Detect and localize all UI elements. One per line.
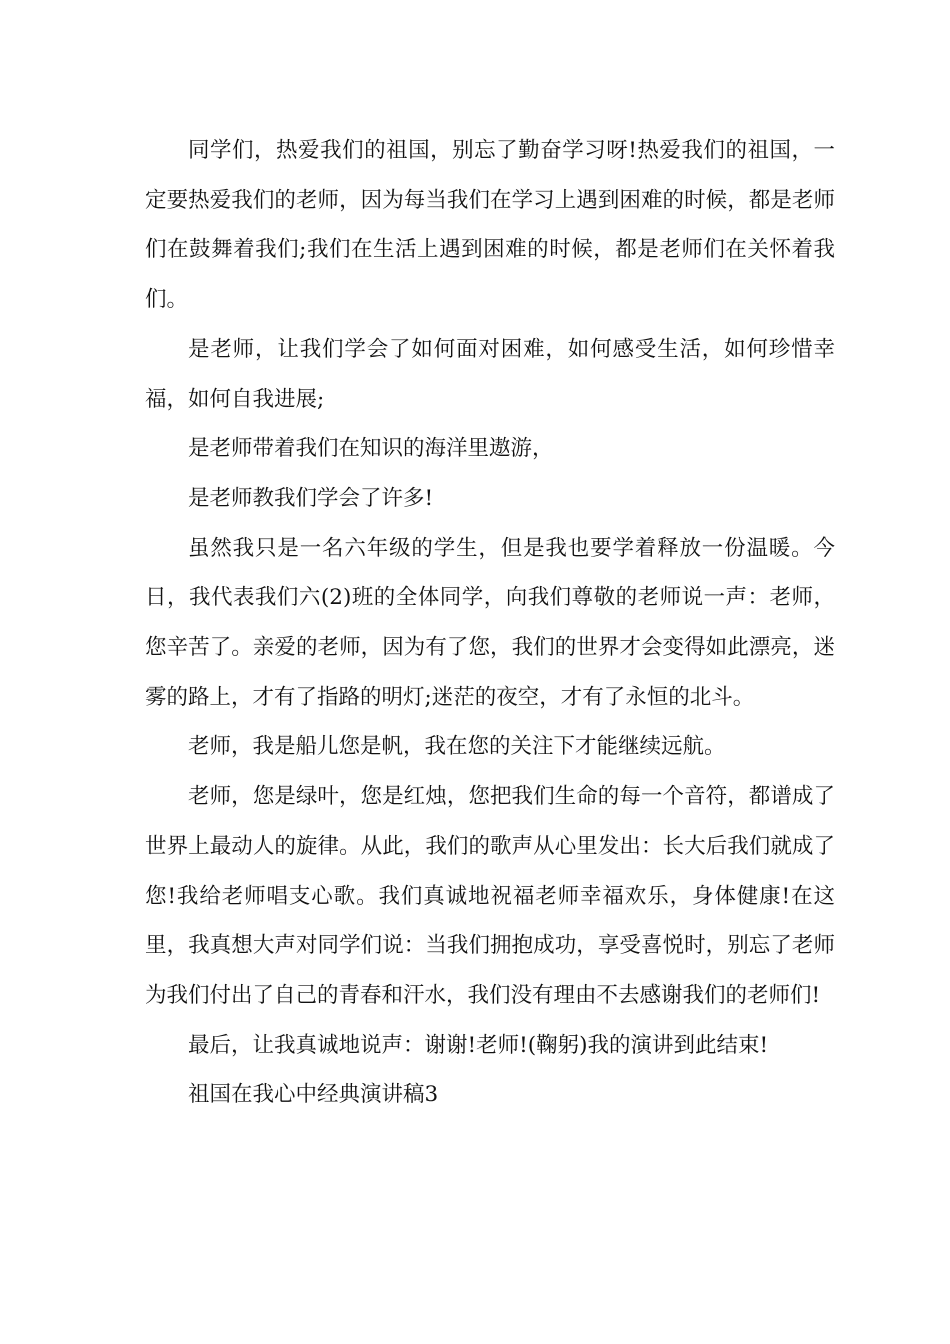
paragraph-1: 同学们，热爱我们的祖国，别忘了勤奋学习呀!热爱我们的祖国，一定要热爱我们的老师，因为每当我们在学习上遇到困难的时候，都是老师们在鼓舞着我们;我们在生活上遇到困难的时候，都是老师们在关怀着我们。 xyxy=(145,138,835,313)
paragraph-7: 老师，您是绿叶，您是红烛，您把我们生命的每一个音符，都谱成了世界上最动人的旋律。从此，我们的歌声从心里发出：长大后我们就成了您!我给老师唱支心歌。我们真诚地祝福老师幸福欢乐，身体健康!在这里，我真想大声对同学们说：当我们拥抱成功，享受喜悦时，别忘了老师为我们付出了自己的青春和汗水，我们没有理由不去感谢我们的老师们! xyxy=(145,784,835,1008)
document-body xyxy=(145,126,835,1120)
paragraph-3: 是老师带着我们在知识的海洋里遨游， xyxy=(188,436,554,462)
paragraph-5: 虽然我只是一名六年级的学生，但是我也要学着释放一份温暖。今日，我代表我们六(2)班的全体同学，向我们尊敬的老师说一声：老师，您辛苦了。亲爱的老师，因为有了您，我们的世界才会变得如此漂亮，迷雾的路上，才有了指路的明灯;迷茫的夜空，才有了永恒的北斗。 xyxy=(145,535,835,710)
paragraph-6: 老师，我是船儿您是帆，我在您的关注下才能继续远航。 xyxy=(188,734,726,760)
paragraph-4: 是老师教我们学会了许多! xyxy=(188,485,434,511)
paragraph-8: 最后，让我真诚地说声：谢谢!老师!(鞠躬)我的演讲到此结束! xyxy=(188,1032,769,1058)
section-heading: 祖国在我心中经典演讲稿3 xyxy=(188,1082,439,1108)
paragraph-2: 是老师，让我们学会了如何面对困难，如何感受生活，如何珍惜幸福，如何自我进展; xyxy=(145,336,835,412)
